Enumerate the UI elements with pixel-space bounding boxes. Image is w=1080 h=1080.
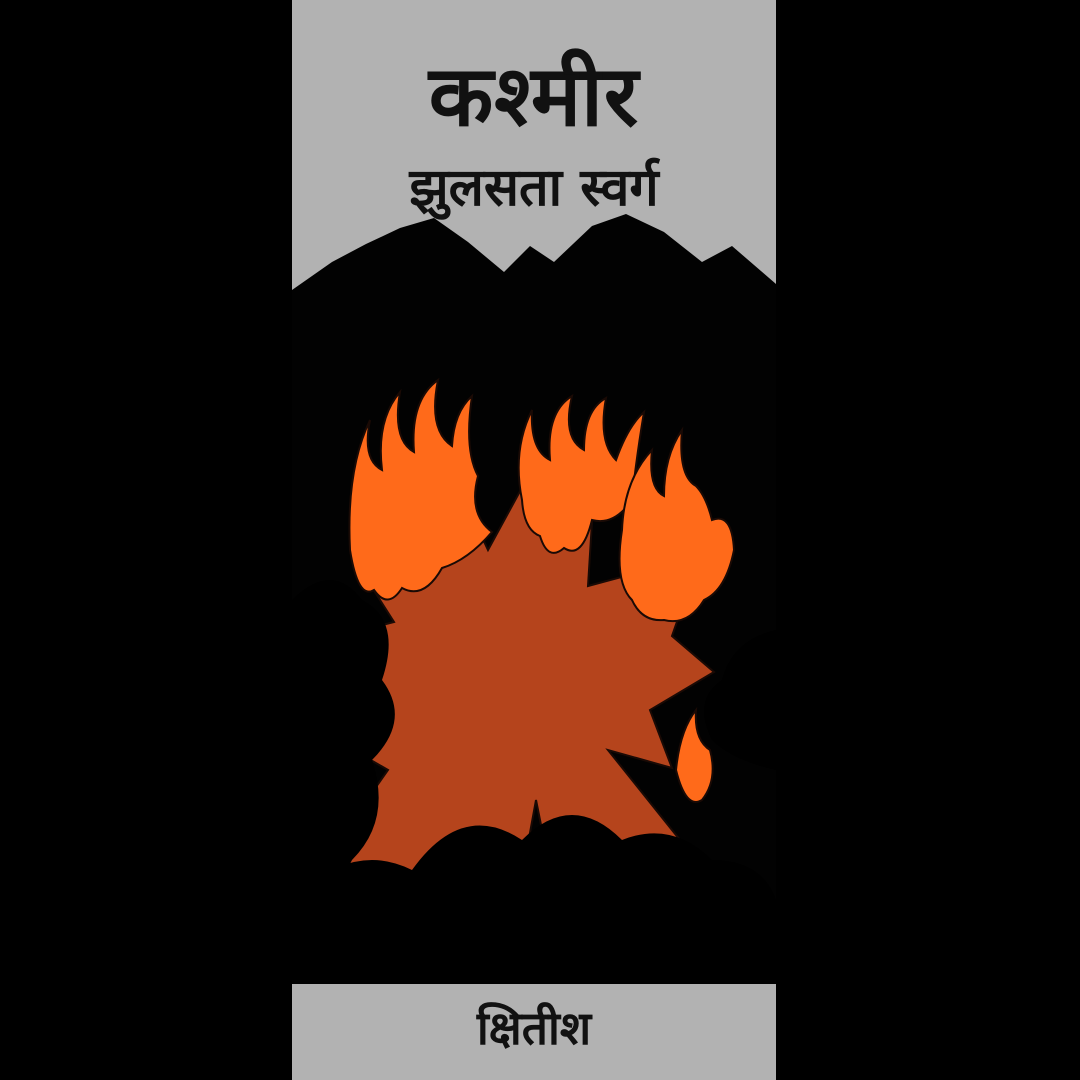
book-subtitle: झुलसता स्वर्ग: [409, 158, 659, 218]
book-cover: [292, 0, 776, 1080]
author-panel: [292, 984, 776, 1080]
mountain-panel-shape: [292, 0, 776, 292]
book-title: कश्मीर: [428, 47, 640, 145]
author-name: क्षितीश: [476, 1001, 592, 1055]
burning-leaf-illustration: [292, 300, 776, 980]
smoke-right: [704, 630, 776, 770]
title-panel: [292, 0, 776, 292]
